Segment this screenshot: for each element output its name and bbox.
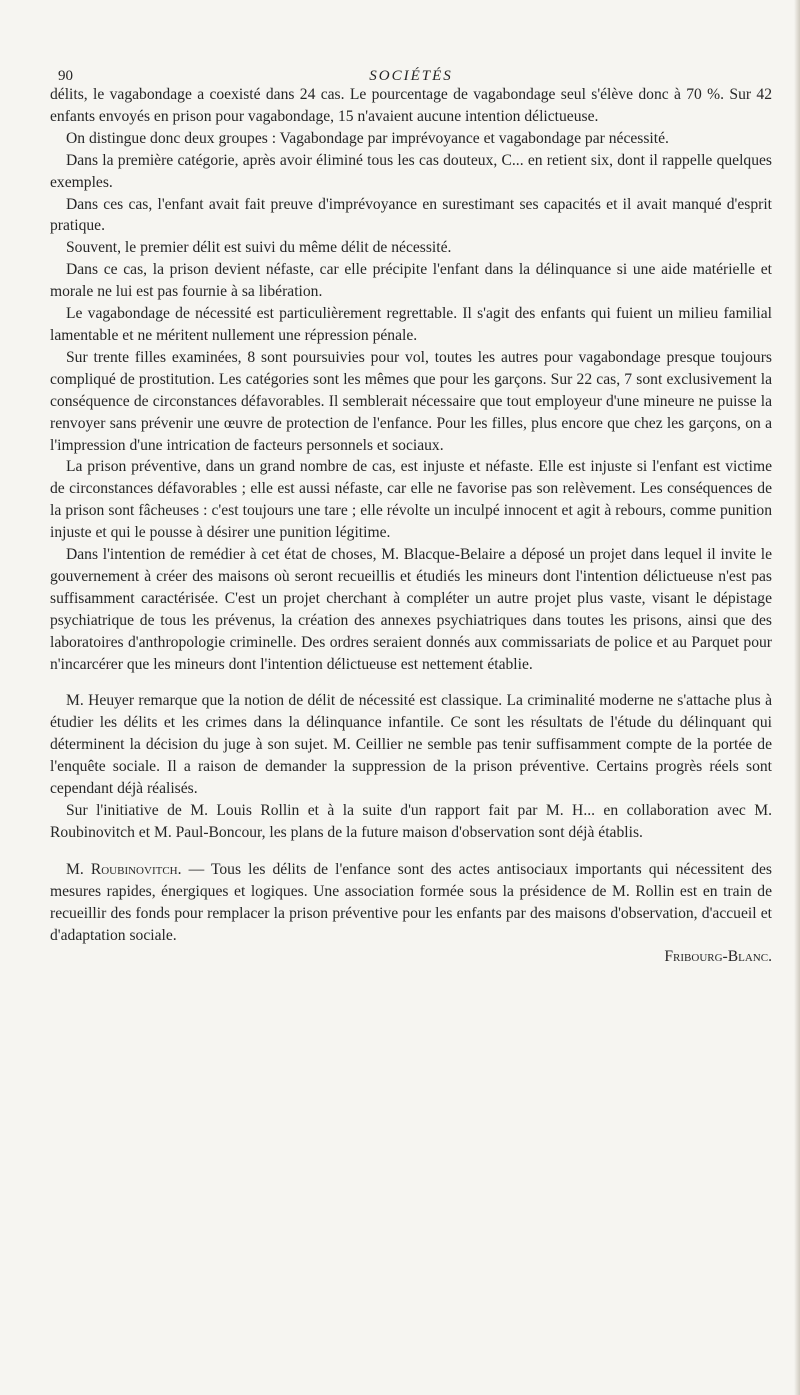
paragraph-7: Le vagabondage de nécessité est particulièrement regrettable. Il s'agit des enfants qui fuient un milieu familial lamentable et ne méritent nullement une répression pénale.: [50, 305, 772, 344]
paragraph-3: Dans la première catégorie, après avoir éliminé tous les cas douteux, C... en retient six, dont il rappelle quelques exemples.: [50, 151, 772, 191]
paragraph-4: Dans ces cas, l'enfant avait fait preuve d'imprévoyance en surestimant ses capacités et il avait manqué d'esprit pratique.: [50, 195, 772, 235]
signature: Fribourg-Blanc.: [664, 948, 772, 966]
page-edge-shadow: [794, 0, 800, 1395]
paragraph-9: La prison préventive, dans un grand nombre de cas, est injuste et néfaste. Elle est injuste si l'enfant est victime de circonstances défavorables ; elle est aussi néfaste, car elle ne favorise pas son relèvement. Les conséquences de la prison sont fâcheuses : c'est toujours une tare ; elle révolte un inculpé innocent et agit à rebours, comme punition injuste et qui le pousse à désirer une punition légitime.: [50, 458, 772, 542]
running-head: SOCIÉTÉS: [369, 68, 453, 84]
page-number: 90: [58, 68, 73, 84]
paragraph-11: M. Heuyer remarque que la notion de délit de nécessité est classique. La criminalité moderne ne s'attache plus à étudier les délits et les crimes dans la délinquance infantile. Ce sont les résultats de l'étude du délinquant qui déterminent la décision du juge à son sujet. M. Ceillier ne semble pas tenir suffisamment compte de la portée de l'enquête sociale. Il a raison de demander la suppression de la prison préventive. Certains progrès réels sont cependant déjà réalisés.: [50, 692, 772, 798]
paragraph-2: On distingue donc deux groupes : Vagabondage par imprévoyance et vagabondage par nécessité.: [66, 129, 669, 147]
paragraph-12: Sur l'initiative de M. Louis Rollin et à la suite d'un rapport fait par M. H... en collaboration avec M. Roubinovitch et M. Paul-Boncour, les plans de la future maison d'observation sont déjà établis.: [50, 802, 772, 841]
paragraph-13-text: — Tous les délits de l'enfance sont des actes antisociaux importants qui nécessitent des mesures rapides, énergiques et logiques. Une association formée sous la présidence de M. Rollin est en train de recueillir des fonds pour remplacer la prison préventive pour les enfants par des maisons d'observation, d'accueil et d'adaptation sociale.: [50, 860, 772, 944]
paragraph-13: [50, 859, 772, 947]
paragraph-5: Souvent, le premier délit est suivi du même délit de nécessité.: [66, 239, 452, 257]
article-body: [50, 84, 772, 968]
paragraph-1: délits, le vagabondage a coexisté dans 24 cas. Le pourcentage de vagabondage seul s'élève donc à 70 %. Sur 42 enfants envoyés en prison pour vagabondage, 15 n'avaient aucune intention délictueuse.: [50, 86, 772, 125]
paragraph-6: Dans ce cas, la prison devient néfaste, car elle précipite l'enfant dans la délinquance si une aide matérielle et morale ne lui est pas fournie à sa libération.: [50, 261, 772, 301]
paragraph-10: Dans l'intention de remédier à cet état de choses, M. Blacque-Belaire a déposé un projet dans lequel il invite le gouvernement à créer des maisons où seront recueillis et étudiés les mineurs dont l'intention délictueuse n'est pas suffisamment caractérisée. C'est un projet cherchant à compléter un autre projet plus vaste, visant le dépistage psychiatrique de tous les prévenus, la création des annexes psychiatriques dans toutes les prisons, ainsi que des laboratoires d'anthropologie criminelle. Des ordres seraient donnés aux commissariats de police et au Parquet pour n'incarcérer que les mineurs dont l'intention délictueuse est nettement établie.: [50, 546, 772, 673]
paragraph-8: Sur trente filles examinées, 8 sont poursuivies pour vol, toutes les autres pour vagabondage presque toujours compliqué de prostitution. Les catégories sont les mêmes que pour les garçons. Sur 22 cas, 7 sont exclusivement la conséquence de circonstances défavorables. Il semblerait nécessaire que tout employeur d'une mineure ne puisse la renvoyer sans prévenir une œuvre de protection de l'enfance. Pour les filles, plus encore que chez les garçons, on a l'impression d'une intrication de facteurs personnels et sociaux.: [50, 348, 772, 454]
speaker-name: M. Roubinovitch.: [66, 860, 182, 878]
